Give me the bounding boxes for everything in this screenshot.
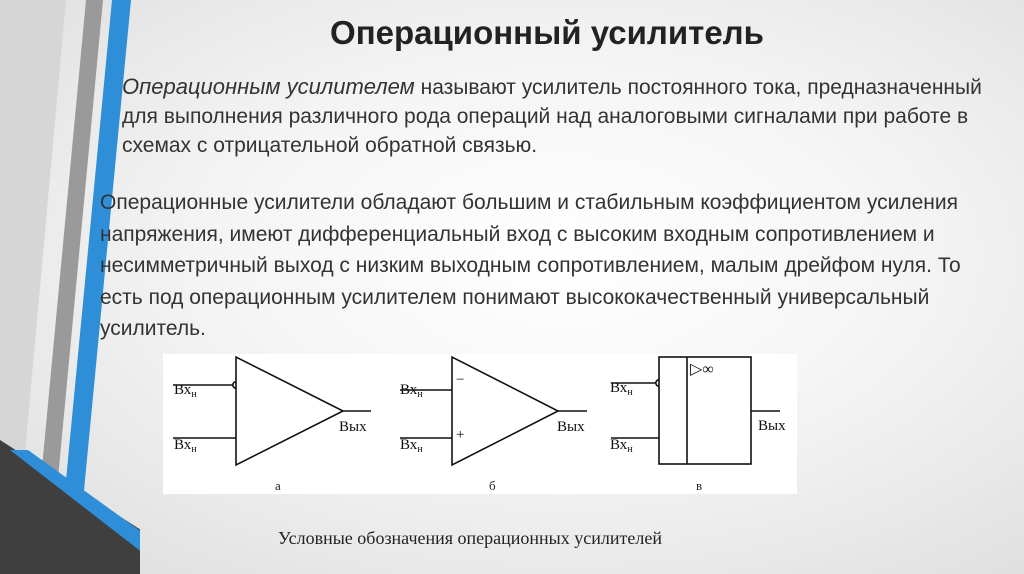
diagram-caption: Условные обозначения операционных усилителей <box>278 528 662 548</box>
slide-title: Операционный усилитель <box>330 14 764 51</box>
symbol-a-triangle <box>236 357 343 465</box>
symbol-a-output-label: Вых <box>339 419 367 435</box>
symbol-a-letter: а <box>275 478 281 493</box>
input-label-text: Вх <box>610 437 628 453</box>
symbol-b-letter: б <box>489 478 496 493</box>
opamp-symbols-diagram <box>163 354 797 494</box>
symbol-b-input-2-label <box>400 437 423 455</box>
input-label-text: Вх <box>400 382 418 398</box>
input-label-text: Вх <box>174 382 192 398</box>
input-label-text: Вх <box>610 380 628 396</box>
symbol-c-input-1-label <box>610 380 633 398</box>
input-label-text: Вх <box>174 437 192 453</box>
symbol-c-gain-symbol: ▷∞ <box>690 361 714 378</box>
input-label-sub: н <box>417 389 423 400</box>
definition-term: Операционным усилителем <box>122 74 415 99</box>
description-paragraph: Операционные усилители обладают большим и стабильным коэффициентом усиления напряжения, имеют дифференциальный вход с высоким входным сопротивлением и несимметричный выход с низким выходным сопротивлением, малым дрейфом нуля. То есть под операционным усилителем понимают высококачественный универсальный усилитель. <box>100 191 961 340</box>
symbol-a-input-2-label <box>174 437 197 455</box>
symbol-a-input-1-label <box>174 382 197 400</box>
input-label-sub: н <box>191 389 197 400</box>
symbol-b-input-1-label <box>400 382 423 400</box>
definition-paragraph <box>122 72 1002 160</box>
input-label-sub: н <box>627 444 633 455</box>
input-label-sub: н <box>417 444 423 455</box>
input-label-sub: н <box>191 444 197 455</box>
symbol-c-output-label: Вых <box>758 418 786 434</box>
symbol-c-input-2-label <box>610 437 633 455</box>
definition-text: называют усилитель постоянного тока, предназначенный для выполнения различного рода операций над аналоговыми сигналами при работе в схемах с отрицательной обратной связью. <box>122 76 982 157</box>
symbol-b-minus-sign: − <box>456 372 465 388</box>
input-label-sub: н <box>627 387 633 398</box>
input-label-text: Вх <box>400 437 418 453</box>
symbol-b-output-label: Вых <box>557 419 585 435</box>
symbol-b-triangle <box>452 357 558 465</box>
symbol-c-letter: в <box>696 478 703 493</box>
symbol-b-plus-sign: + <box>456 427 465 443</box>
